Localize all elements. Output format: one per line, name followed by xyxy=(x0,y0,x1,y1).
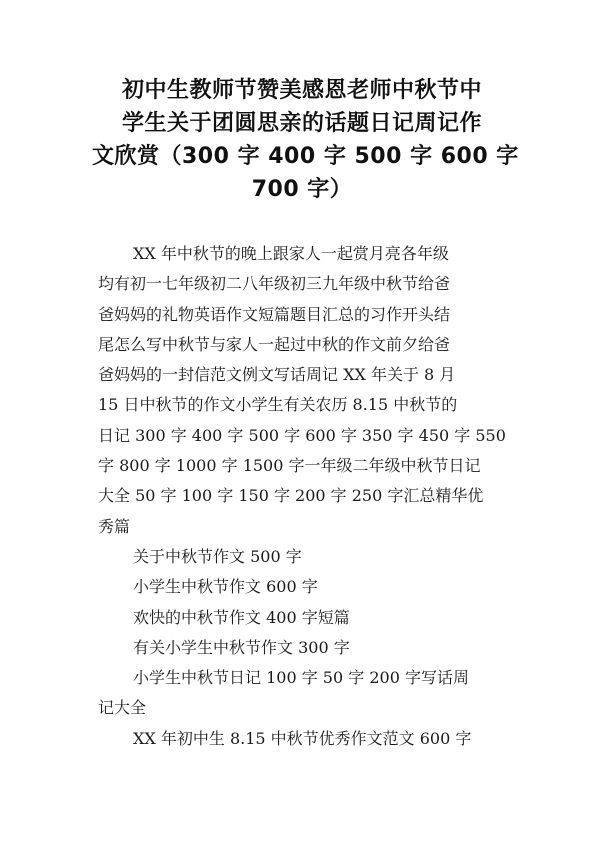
paragraph-line: 15 日中秋节的作文小学生有关农历 8.15 中秋节的 xyxy=(98,395,458,415)
paragraph-line: 有关小学生中秋节作文 300 字 xyxy=(133,637,350,657)
paragraph-line: 爸妈妈的礼物英语作文短篇题目汇总的习作开头结 xyxy=(98,304,451,324)
paragraph-line: 尾怎么写中秋节与家人一起过中秋的作文前夕给爸 xyxy=(98,334,451,354)
paragraph-line: 大全 50 字 100 字 150 字 200 字 250 字汇总精华优 xyxy=(98,486,484,506)
document-body xyxy=(98,239,510,754)
list-paragraph xyxy=(98,663,510,724)
paragraph-line: 小学生中秋节作文 600 字 xyxy=(133,577,318,597)
paragraph-line: 关于中秋节作文 500 字 xyxy=(133,546,302,566)
paragraph-line: 小学生中秋节日记 100 字 50 字 200 字写话周 xyxy=(133,668,469,688)
intro-paragraph xyxy=(98,239,510,542)
paragraph-line: XX 年初中生 8.15 中秋节优秀作文范文 600 字 xyxy=(133,728,472,748)
list-paragraph xyxy=(98,633,510,663)
title-line: 初中生教师节赞美感恩老师中秋节中 xyxy=(121,78,482,103)
paragraph-line: 欢快的中秋节作文 400 字短篇 xyxy=(133,607,350,627)
list-paragraph xyxy=(98,572,510,602)
list-paragraph xyxy=(98,603,510,633)
paragraph-line: 均有初一七年级初二八年级初三九年级中秋节给爸 xyxy=(98,274,451,294)
paragraph-line: 秀篇 xyxy=(98,516,131,536)
title-line: 文欣赏（300 字 400 字 500 字 600 字 xyxy=(92,144,519,169)
paragraph-line: XX 年中秋节的晚上跟家人一起赏月亮各年级 xyxy=(133,244,449,263)
title-line: 700 字） xyxy=(251,177,353,202)
paragraph-line: 日记 300 字 400 字 500 字 600 字 350 字 450 字 550 xyxy=(98,425,506,445)
paragraph-line: 爸妈妈的一封信范文例文写话周记 XX 年关于 8 月 xyxy=(98,365,456,385)
list-paragraph xyxy=(98,542,510,572)
paragraph-line: 字 800 字 1000 字 1500 字一年级二年级中秋节日记 xyxy=(98,456,481,476)
title-line: 学生关于团圆思亲的话题日记周记作 xyxy=(121,111,482,136)
paragraph-line: 记大全 xyxy=(98,698,147,718)
document-title xyxy=(92,74,519,206)
list-paragraph xyxy=(98,724,510,754)
